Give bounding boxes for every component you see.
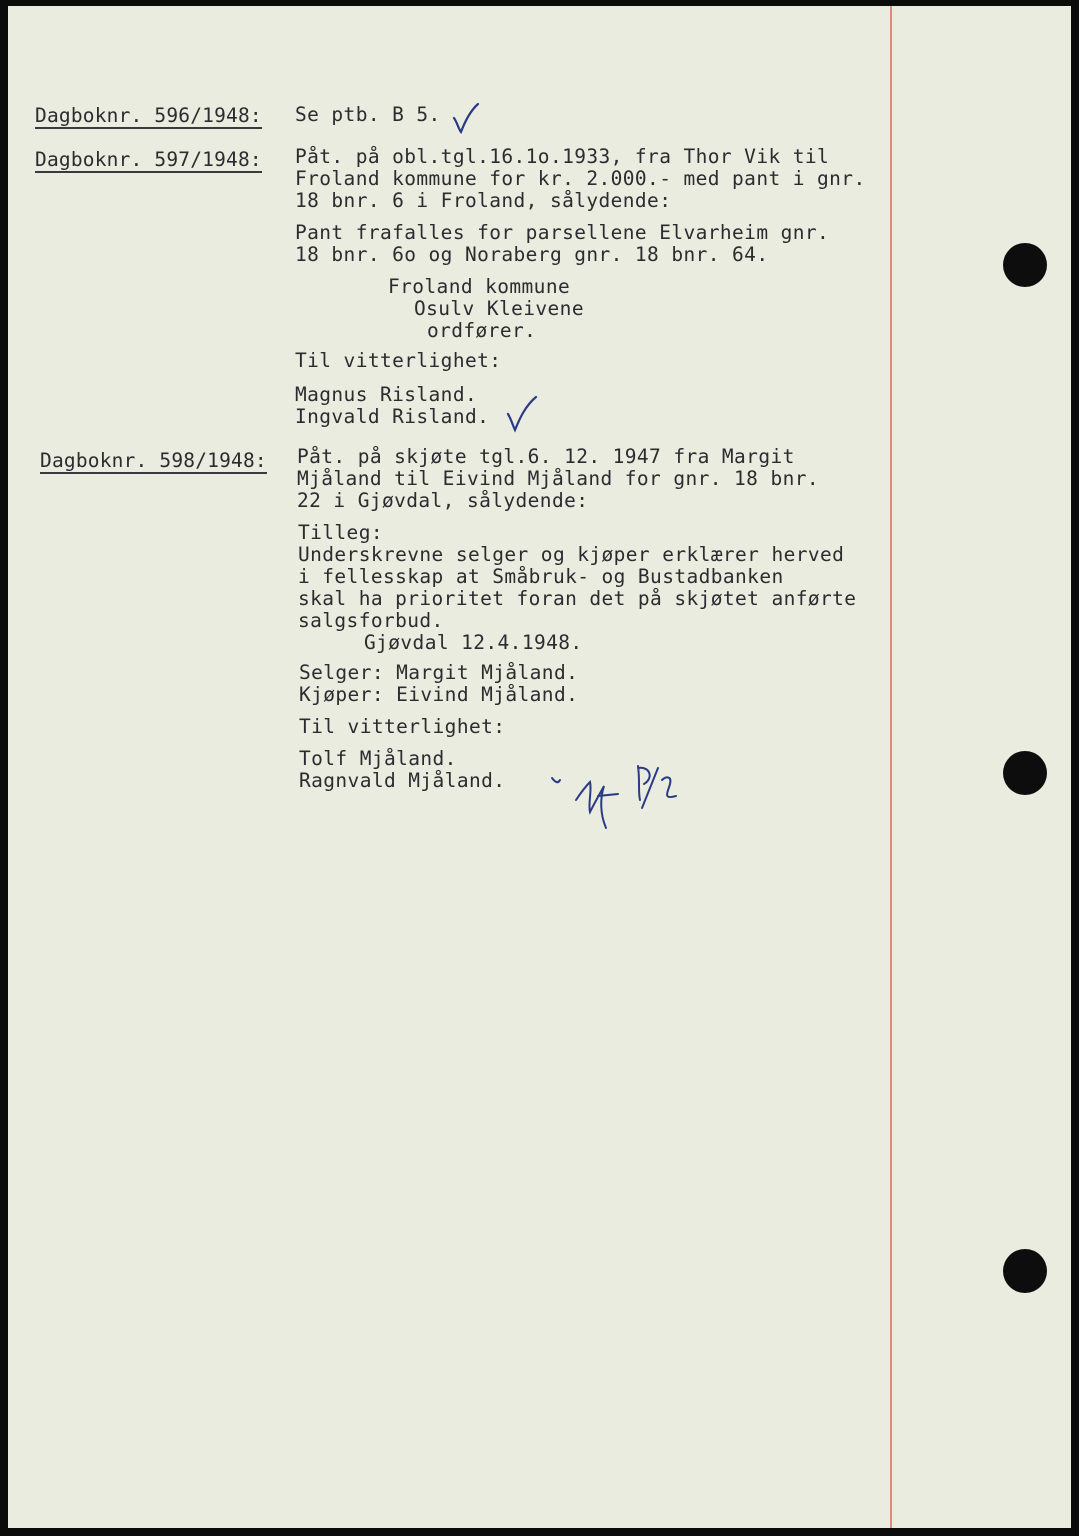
entry-598-line: i fellesskap at Småbruk- og Bustadbanken bbox=[298, 565, 784, 588]
entry-597-line: Osulv Kleivene bbox=[414, 297, 584, 320]
entry-597-line: Froland kommune bbox=[388, 275, 571, 298]
entry-598-line: Tolf Mjåland. bbox=[299, 747, 457, 770]
entry-597-line: Ingvald Risland. bbox=[295, 405, 490, 428]
entry-598-line: Til vitterlighet: bbox=[299, 715, 506, 738]
entry-598-line: skal ha prioritet foran det på skjøtet anførte bbox=[298, 587, 857, 610]
entry-598-line: Selger: Margit Mjåland. bbox=[299, 661, 579, 684]
check-mark-icon bbox=[451, 102, 481, 136]
entry-598-line: Kjøper: Eivind Mjåland. bbox=[299, 683, 579, 706]
entry-597-line: Froland kommune for kr. 2.000.- med pant i gnr. bbox=[295, 167, 866, 190]
margin-rule bbox=[890, 6, 892, 1528]
entry-597-line: 18 bnr. 6o og Noraberg gnr. 18 bnr. 64. bbox=[295, 243, 769, 266]
entry-label-597: Dagboknr. 597/1948: bbox=[35, 148, 262, 171]
punch-hole bbox=[1003, 1249, 1047, 1293]
entry-598-line: 22 i Gjøvdal, sålydende: bbox=[297, 489, 589, 512]
entry-598-line: Tilleg: bbox=[298, 521, 383, 544]
entry-label-598: Dagboknr. 598/1948: bbox=[40, 449, 267, 472]
entry-598-line: Ragnvald Mjåland. bbox=[299, 769, 506, 792]
entry-598-line: salgsforbud. bbox=[298, 609, 444, 632]
handwritten-initials bbox=[546, 756, 696, 836]
punch-hole bbox=[1003, 243, 1047, 287]
entry-label-596: Dagboknr. 596/1948: bbox=[35, 104, 262, 127]
document-page bbox=[8, 6, 1071, 1528]
entry-598-line: Påt. på skjøte tgl.6. 12. 1947 fra Margit bbox=[297, 445, 795, 468]
entry-596-line: Se ptb. B 5. bbox=[295, 103, 441, 126]
check-mark-icon bbox=[505, 394, 539, 434]
entry-598-line: Gjøvdal 12.4.1948. bbox=[364, 631, 583, 654]
entry-598-line: Mjåland til Eivind Mjåland for gnr. 18 bnr. bbox=[297, 467, 820, 490]
entry-597-line: Magnus Risland. bbox=[295, 383, 478, 406]
entry-597-line: Til vitterlighet: bbox=[295, 349, 502, 372]
entry-597-line: Påt. på obl.tgl.16.1o.1933, fra Thor Vik til bbox=[295, 145, 830, 168]
entry-598-line: Underskrevne selger og kjøper erklærer herved bbox=[298, 543, 845, 566]
entry-597-line: Pant frafalles for parsellene Elvarheim gnr. bbox=[295, 221, 830, 244]
entry-597-line: ordfører. bbox=[427, 319, 537, 342]
entry-597-line: 18 bnr. 6 i Froland, sålydende: bbox=[295, 189, 672, 212]
punch-hole bbox=[1003, 751, 1047, 795]
